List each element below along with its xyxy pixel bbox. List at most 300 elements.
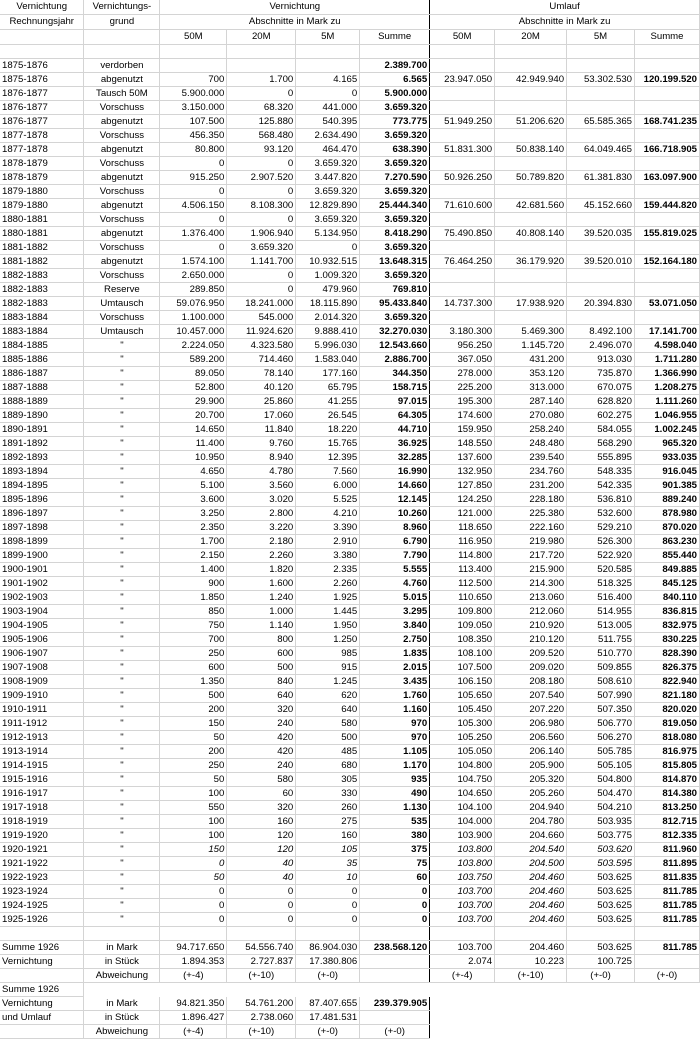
cell-vern-20m: 2.907.520 xyxy=(227,171,296,185)
cell-vern-5m: 18.220 xyxy=(296,423,360,437)
cell-umlauf-50m: 104.100 xyxy=(430,801,495,815)
cell-umlauf-50m: 104.000 xyxy=(430,815,495,829)
cell-umlauf-summe: 168.741.235 xyxy=(634,115,699,129)
summary-value xyxy=(360,969,430,983)
cell-grund: abgenutzt xyxy=(84,255,160,269)
cell-umlauf-summe: 159.444.820 xyxy=(634,199,699,213)
cell-grund: abgenutzt xyxy=(84,73,160,87)
cell-vern-20m: 4.323.580 xyxy=(227,339,296,353)
cell-vern-50m: 52.800 xyxy=(160,381,227,395)
cell-rechnungsjahr: 1902-1903 xyxy=(0,591,84,605)
cell-umlauf-20m: 258.240 xyxy=(495,423,567,437)
cell-vern-50m: 11.400 xyxy=(160,437,227,451)
cell-rechnungsjahr: 1880-1881 xyxy=(0,227,84,241)
cell-rechnungsjahr: 1921-1922 xyxy=(0,857,84,871)
cell-vern-summe: 16.990 xyxy=(360,465,430,479)
cell-vern-50m: 100 xyxy=(160,829,227,843)
cell-umlauf-20m: 42.949.940 xyxy=(495,73,567,87)
header-50m: 50M xyxy=(160,30,227,45)
cell-umlauf-summe: 832.975 xyxy=(634,619,699,633)
summary-value: 86.904.030 xyxy=(296,941,360,955)
table-row xyxy=(0,591,700,605)
cell-vern-summe: 3.659.320 xyxy=(360,241,430,255)
cell-rechnungsjahr: 1889-1890 xyxy=(0,409,84,423)
empty-cell xyxy=(495,1011,567,1025)
cell-vern-5m: 1.445 xyxy=(296,605,360,619)
cell-umlauf-summe: 1.046.955 xyxy=(634,409,699,423)
header-grund-2: grund xyxy=(84,15,160,30)
cell-umlauf-20m: 204.460 xyxy=(495,913,567,927)
table-row xyxy=(0,731,700,745)
summary-value: 2.074 xyxy=(430,955,495,969)
cell-vern-50m: 200 xyxy=(160,703,227,717)
table-row xyxy=(0,577,700,591)
cell-rechnungsjahr: 1880-1881 xyxy=(0,213,84,227)
cell-umlauf-5m xyxy=(567,269,635,283)
cell-vern-summe: 1.170 xyxy=(360,759,430,773)
summary-value: 100.725 xyxy=(567,955,635,969)
cell-umlauf-50m: 103.800 xyxy=(430,857,495,871)
cell-umlauf-5m: 522.920 xyxy=(567,549,635,563)
table-row xyxy=(0,87,700,101)
cell-vern-summe: 773.775 xyxy=(360,115,430,129)
table-row xyxy=(0,829,700,843)
header-umlauf-50m: 50M xyxy=(430,30,495,45)
cell-umlauf-50m: 105.450 xyxy=(430,703,495,717)
cell-vern-50m: 0 xyxy=(160,157,227,171)
table-row xyxy=(0,899,700,913)
cell-vern-summe: 2.015 xyxy=(360,661,430,675)
cell-rechnungsjahr: 1900-1901 xyxy=(0,563,84,577)
cell-grund: " xyxy=(84,479,160,493)
cell-vern-50m: 589.200 xyxy=(160,353,227,367)
cell-rechnungsjahr: 1888-1889 xyxy=(0,395,84,409)
cell-vern-50m: 700 xyxy=(160,633,227,647)
cell-umlauf-20m: 219.980 xyxy=(495,535,567,549)
cell-umlauf-summe: 4.598.040 xyxy=(634,339,699,353)
cell-grund: Vorschuss xyxy=(84,129,160,143)
table-row xyxy=(0,59,700,73)
summary2-title: Summe 1926 xyxy=(0,983,84,997)
cell-vern-5m: 0 xyxy=(296,885,360,899)
cell-umlauf-50m: 103.900 xyxy=(430,829,495,843)
table-row xyxy=(0,913,700,927)
summary-value: (+-0) xyxy=(567,969,635,983)
cell-vern-5m xyxy=(296,59,360,73)
table-row xyxy=(0,717,700,731)
header-umlauf-20m: 20M xyxy=(495,30,567,45)
table-row xyxy=(0,549,700,563)
cell-umlauf-5m: 503.625 xyxy=(567,871,635,885)
cell-rechnungsjahr: 1883-1884 xyxy=(0,311,84,325)
cell-grund: " xyxy=(84,731,160,745)
cell-vern-20m: 8.940 xyxy=(227,451,296,465)
cell-rechnungsjahr: 1882-1883 xyxy=(0,283,84,297)
cell-umlauf-summe: 812.335 xyxy=(634,829,699,843)
cell-vern-20m: 3.020 xyxy=(227,493,296,507)
cell-vern-5m: 580 xyxy=(296,717,360,731)
cell-rechnungsjahr: 1892-1893 xyxy=(0,451,84,465)
cell-umlauf-summe: 1.366.990 xyxy=(634,367,699,381)
cell-umlauf-20m: 204.460 xyxy=(495,871,567,885)
cell-umlauf-20m: 17.938.920 xyxy=(495,297,567,311)
cell-vern-summe: 3.659.320 xyxy=(360,157,430,171)
cell-grund: " xyxy=(84,647,160,661)
cell-umlauf-5m: 39.520.035 xyxy=(567,227,635,241)
cell-umlauf-summe: 813.250 xyxy=(634,801,699,815)
cell-umlauf-50m: 108.100 xyxy=(430,647,495,661)
cell-umlauf-summe xyxy=(634,241,699,255)
cell-vern-5m: 464.470 xyxy=(296,143,360,157)
table-row xyxy=(0,773,700,787)
cell-umlauf-50m: 108.350 xyxy=(430,633,495,647)
summary-value: (+-0) xyxy=(360,1025,430,1039)
cell-umlauf-50m xyxy=(430,269,495,283)
cell-grund: " xyxy=(84,829,160,843)
cell-grund: " xyxy=(84,423,160,437)
cell-grund: " xyxy=(84,885,160,899)
cell-vern-20m: 60 xyxy=(227,787,296,801)
cell-rechnungsjahr: 1878-1879 xyxy=(0,171,84,185)
cell-umlauf-50m: 110.650 xyxy=(430,591,495,605)
cell-umlauf-20m: 210.120 xyxy=(495,633,567,647)
summary-value: 54.556.740 xyxy=(227,941,296,955)
empty-cell xyxy=(567,1011,635,1025)
summary-unit: in Mark xyxy=(84,997,160,1011)
cell-umlauf-20m: 40.808.140 xyxy=(495,227,567,241)
cell-umlauf-20m: 214.300 xyxy=(495,577,567,591)
cell-grund: Vorschuss xyxy=(84,101,160,115)
empty-cell xyxy=(430,1025,495,1039)
cell-umlauf-5m xyxy=(567,59,635,73)
cell-umlauf-summe: 889.240 xyxy=(634,493,699,507)
cell-grund: Vorschuss xyxy=(84,213,160,227)
table-row xyxy=(0,675,700,689)
cell-vern-50m: 1.700 xyxy=(160,535,227,549)
table-row xyxy=(0,381,700,395)
cell-vern-20m: 1.906.940 xyxy=(227,227,296,241)
cell-umlauf-5m: 913.030 xyxy=(567,353,635,367)
summary-value: 238.568.120 xyxy=(360,941,430,955)
cell-vern-summe: 7.270.590 xyxy=(360,171,430,185)
cell-umlauf-50m: 103.700 xyxy=(430,899,495,913)
cell-vern-5m: 3.659.320 xyxy=(296,185,360,199)
summary-row xyxy=(0,997,700,1011)
cell-umlauf-50m: 112.500 xyxy=(430,577,495,591)
header-5m: 5M xyxy=(296,30,360,45)
cell-vern-summe: 3.659.320 xyxy=(360,129,430,143)
cell-vern-50m: 200 xyxy=(160,745,227,759)
cell-rechnungsjahr: 1876-1877 xyxy=(0,87,84,101)
cell-umlauf-20m: 42.681.560 xyxy=(495,199,567,213)
cell-vern-20m: 4.780 xyxy=(227,465,296,479)
cell-umlauf-20m xyxy=(495,213,567,227)
cell-rechnungsjahr: 1886-1887 xyxy=(0,367,84,381)
summary-value xyxy=(360,955,430,969)
cell-umlauf-summe: 811.895 xyxy=(634,857,699,871)
cell-umlauf-50m: 121.000 xyxy=(430,507,495,521)
cell-grund: Umtausch xyxy=(84,325,160,339)
cell-umlauf-50m xyxy=(430,241,495,255)
cell-umlauf-5m: 504.210 xyxy=(567,801,635,815)
cell-umlauf-50m: 118.650 xyxy=(430,521,495,535)
cell-vern-20m: 600 xyxy=(227,647,296,661)
cell-umlauf-20m: 205.320 xyxy=(495,773,567,787)
table-row xyxy=(0,423,700,437)
cell-vern-summe: 2.750 xyxy=(360,633,430,647)
cell-umlauf-5m xyxy=(567,241,635,255)
cell-vern-5m: 330 xyxy=(296,787,360,801)
cell-vern-20m: 0 xyxy=(227,269,296,283)
cell-rechnungsjahr: 1918-1919 xyxy=(0,815,84,829)
cell-vern-50m: 915.250 xyxy=(160,171,227,185)
cell-rechnungsjahr: 1875-1876 xyxy=(0,73,84,87)
table-row xyxy=(0,759,700,773)
cell-vern-summe: 2.389.700 xyxy=(360,59,430,73)
table-row xyxy=(0,661,700,675)
cell-umlauf-20m: 210.920 xyxy=(495,619,567,633)
cell-rechnungsjahr: 1894-1895 xyxy=(0,479,84,493)
cell-umlauf-50m xyxy=(430,185,495,199)
cell-umlauf-50m: 103.700 xyxy=(430,885,495,899)
cell-vern-50m: 1.400 xyxy=(160,563,227,577)
cell-umlauf-summe: 820.020 xyxy=(634,703,699,717)
cell-umlauf-50m: 105.050 xyxy=(430,745,495,759)
cell-umlauf-summe: 816.975 xyxy=(634,745,699,759)
cell-vern-20m: 1.240 xyxy=(227,591,296,605)
cell-vern-summe: 3.295 xyxy=(360,605,430,619)
summary-value xyxy=(634,955,699,969)
table-row xyxy=(0,339,700,353)
cell-umlauf-summe: 849.885 xyxy=(634,563,699,577)
cell-umlauf-50m xyxy=(430,213,495,227)
table-row xyxy=(0,801,700,815)
table-row xyxy=(0,241,700,255)
cell-vern-summe: 0 xyxy=(360,885,430,899)
cell-umlauf-summe: 901.385 xyxy=(634,479,699,493)
cell-vern-5m: 640 xyxy=(296,703,360,717)
table-row xyxy=(0,619,700,633)
cell-grund: Reserve xyxy=(84,283,160,297)
cell-grund: " xyxy=(84,353,160,367)
cell-vern-5m: 18.115.890 xyxy=(296,297,360,311)
table-row xyxy=(0,115,700,129)
cell-vern-50m: 850 xyxy=(160,605,227,619)
cell-vern-summe: 64.305 xyxy=(360,409,430,423)
summary-value: 2.727.837 xyxy=(227,955,296,969)
cell-umlauf-20m: 248.480 xyxy=(495,437,567,451)
summary-value: 54.761.200 xyxy=(227,997,296,1011)
cell-vern-summe: 1.130 xyxy=(360,801,430,815)
cell-vern-20m: 68.320 xyxy=(227,101,296,115)
cell-umlauf-50m: 103.800 xyxy=(430,843,495,857)
table-row xyxy=(0,199,700,213)
cell-vern-20m: 0 xyxy=(227,899,296,913)
cell-vern-summe: 769.810 xyxy=(360,283,430,297)
table-row xyxy=(0,521,700,535)
cell-vern-summe: 3.659.320 xyxy=(360,269,430,283)
summary-row xyxy=(0,1025,700,1039)
cell-umlauf-50m: 14.737.300 xyxy=(430,297,495,311)
cell-umlauf-5m: 503.625 xyxy=(567,913,635,927)
cell-vern-50m: 59.076.950 xyxy=(160,297,227,311)
cell-umlauf-summe xyxy=(634,185,699,199)
cell-grund: " xyxy=(84,689,160,703)
cell-umlauf-20m: 51.206.620 xyxy=(495,115,567,129)
cell-vern-summe: 3.435 xyxy=(360,675,430,689)
cell-vern-20m: 500 xyxy=(227,661,296,675)
cell-vern-5m: 3.659.320 xyxy=(296,213,360,227)
cell-vern-summe: 95.433.840 xyxy=(360,297,430,311)
cell-umlauf-50m: 113.400 xyxy=(430,563,495,577)
empty-cell xyxy=(567,997,635,1011)
cell-vern-5m: 35 xyxy=(296,857,360,871)
cell-umlauf-5m: 542.335 xyxy=(567,479,635,493)
cell-vern-50m: 456.350 xyxy=(160,129,227,143)
cell-vern-summe: 3.659.320 xyxy=(360,185,430,199)
table-row xyxy=(0,465,700,479)
cell-vern-summe: 638.390 xyxy=(360,143,430,157)
cell-vern-summe: 5.555 xyxy=(360,563,430,577)
summary-value: 811.785 xyxy=(634,941,699,955)
cell-vern-20m: 3.659.320 xyxy=(227,241,296,255)
cell-vern-summe: 935 xyxy=(360,773,430,787)
cell-vern-5m: 5.525 xyxy=(296,493,360,507)
cell-umlauf-5m: 503.620 xyxy=(567,843,635,857)
cell-umlauf-50m: 50.926.250 xyxy=(430,171,495,185)
cell-grund: " xyxy=(84,437,160,451)
header-vernichtung-sub: Abschnitte in Mark zu xyxy=(160,15,430,30)
summary-value: (+-4) xyxy=(430,969,495,983)
cell-umlauf-summe: 819.050 xyxy=(634,717,699,731)
cell-grund: " xyxy=(84,703,160,717)
empty-cell xyxy=(634,1011,699,1025)
cell-rechnungsjahr: 1922-1923 xyxy=(0,871,84,885)
cell-umlauf-5m: 516.400 xyxy=(567,591,635,605)
header-vernichtung: Vernichtung xyxy=(0,0,84,15)
cell-vern-summe: 8.418.290 xyxy=(360,227,430,241)
cell-umlauf-50m: 159.950 xyxy=(430,423,495,437)
table-row xyxy=(0,507,700,521)
cell-vern-5m: 260 xyxy=(296,801,360,815)
cell-vern-summe: 375 xyxy=(360,843,430,857)
cell-umlauf-20m: 207.220 xyxy=(495,703,567,717)
cell-rechnungsjahr: 1919-1920 xyxy=(0,829,84,843)
cell-vern-50m: 1.850 xyxy=(160,591,227,605)
cell-rechnungsjahr: 1881-1882 xyxy=(0,241,84,255)
cell-vern-50m: 250 xyxy=(160,759,227,773)
cell-rechnungsjahr: 1903-1904 xyxy=(0,605,84,619)
summary-value: 94.821.350 xyxy=(160,997,227,1011)
cell-umlauf-20m: 313.000 xyxy=(495,381,567,395)
summary-value: 17.481.531 xyxy=(296,1011,360,1025)
cell-umlauf-50m xyxy=(430,157,495,171)
cell-umlauf-summe: 822.940 xyxy=(634,675,699,689)
summary-value: (+-10) xyxy=(227,1025,296,1039)
summary-label: Vernichtung xyxy=(0,997,84,1011)
cell-umlauf-20m: 5.469.300 xyxy=(495,325,567,339)
cell-umlauf-5m: 507.990 xyxy=(567,689,635,703)
cell-vern-summe: 1.760 xyxy=(360,689,430,703)
cell-rechnungsjahr: 1877-1878 xyxy=(0,143,84,157)
cell-vern-5m: 680 xyxy=(296,759,360,773)
table-row xyxy=(0,101,700,115)
cell-grund: " xyxy=(84,717,160,731)
cell-umlauf-summe: 965.320 xyxy=(634,437,699,451)
summary-label xyxy=(0,1025,84,1039)
cell-vern-5m: 1.950 xyxy=(296,619,360,633)
cell-rechnungsjahr: 1909-1910 xyxy=(0,689,84,703)
cell-vern-5m: 65.795 xyxy=(296,381,360,395)
cell-vern-5m: 915 xyxy=(296,661,360,675)
cell-umlauf-5m: 504.470 xyxy=(567,787,635,801)
table-row xyxy=(0,605,700,619)
summary-value: 1.896.427 xyxy=(160,1011,227,1025)
cell-vern-20m: 9.760 xyxy=(227,437,296,451)
cell-umlauf-20m xyxy=(495,241,567,255)
cell-rechnungsjahr: 1910-1911 xyxy=(0,703,84,717)
cell-rechnungsjahr: 1879-1880 xyxy=(0,199,84,213)
cell-rechnungsjahr: 1898-1899 xyxy=(0,535,84,549)
cell-vern-summe: 75 xyxy=(360,857,430,871)
table-row xyxy=(0,535,700,549)
cell-rechnungsjahr: 1878-1879 xyxy=(0,157,84,171)
cell-grund: " xyxy=(84,661,160,675)
cell-vern-5m: 0 xyxy=(296,87,360,101)
cell-vern-summe: 8.960 xyxy=(360,521,430,535)
cell-vern-20m: 320 xyxy=(227,801,296,815)
cell-vern-20m: 320 xyxy=(227,703,296,717)
table-row xyxy=(0,409,700,423)
summary-value: 204.460 xyxy=(495,941,567,955)
summary-label: und Umlauf xyxy=(0,1011,84,1025)
cell-rechnungsjahr: 1907-1908 xyxy=(0,661,84,675)
table-row xyxy=(0,493,700,507)
cell-vern-5m: 3.447.820 xyxy=(296,171,360,185)
cell-vern-50m: 2.224.050 xyxy=(160,339,227,353)
cell-umlauf-20m: 225.380 xyxy=(495,507,567,521)
cell-grund: " xyxy=(84,675,160,689)
cell-vern-summe: 1.835 xyxy=(360,647,430,661)
cell-umlauf-50m: 107.500 xyxy=(430,661,495,675)
cell-umlauf-50m xyxy=(430,283,495,297)
cell-vern-summe: 6.565 xyxy=(360,73,430,87)
cell-umlauf-summe: 863.230 xyxy=(634,535,699,549)
cell-vern-20m: 8.108.300 xyxy=(227,199,296,213)
cell-vern-summe: 44.710 xyxy=(360,423,430,437)
cell-umlauf-20m: 206.560 xyxy=(495,731,567,745)
cell-vern-20m: 3.220 xyxy=(227,521,296,535)
cell-umlauf-20m: 204.780 xyxy=(495,815,567,829)
cell-rechnungsjahr: 1911-1912 xyxy=(0,717,84,731)
cell-vern-20m: 40.120 xyxy=(227,381,296,395)
cell-rechnungsjahr: 1884-1885 xyxy=(0,339,84,353)
cell-vern-summe: 380 xyxy=(360,829,430,843)
cell-umlauf-summe: 163.097.900 xyxy=(634,171,699,185)
cell-rechnungsjahr: 1917-1918 xyxy=(0,801,84,815)
cell-vern-20m: 580 xyxy=(227,773,296,787)
cell-vern-50m: 20.700 xyxy=(160,409,227,423)
cell-vern-summe: 158.715 xyxy=(360,381,430,395)
cell-umlauf-20m: 1.145.720 xyxy=(495,339,567,353)
summary-value: (+-0) xyxy=(296,969,360,983)
cell-umlauf-5m: 518.325 xyxy=(567,577,635,591)
cell-vern-5m: 160 xyxy=(296,829,360,843)
cell-vern-5m: 12.829.890 xyxy=(296,199,360,213)
cell-grund: " xyxy=(84,857,160,871)
cell-umlauf-summe: 120.199.520 xyxy=(634,73,699,87)
cell-rechnungsjahr: 1890-1891 xyxy=(0,423,84,437)
